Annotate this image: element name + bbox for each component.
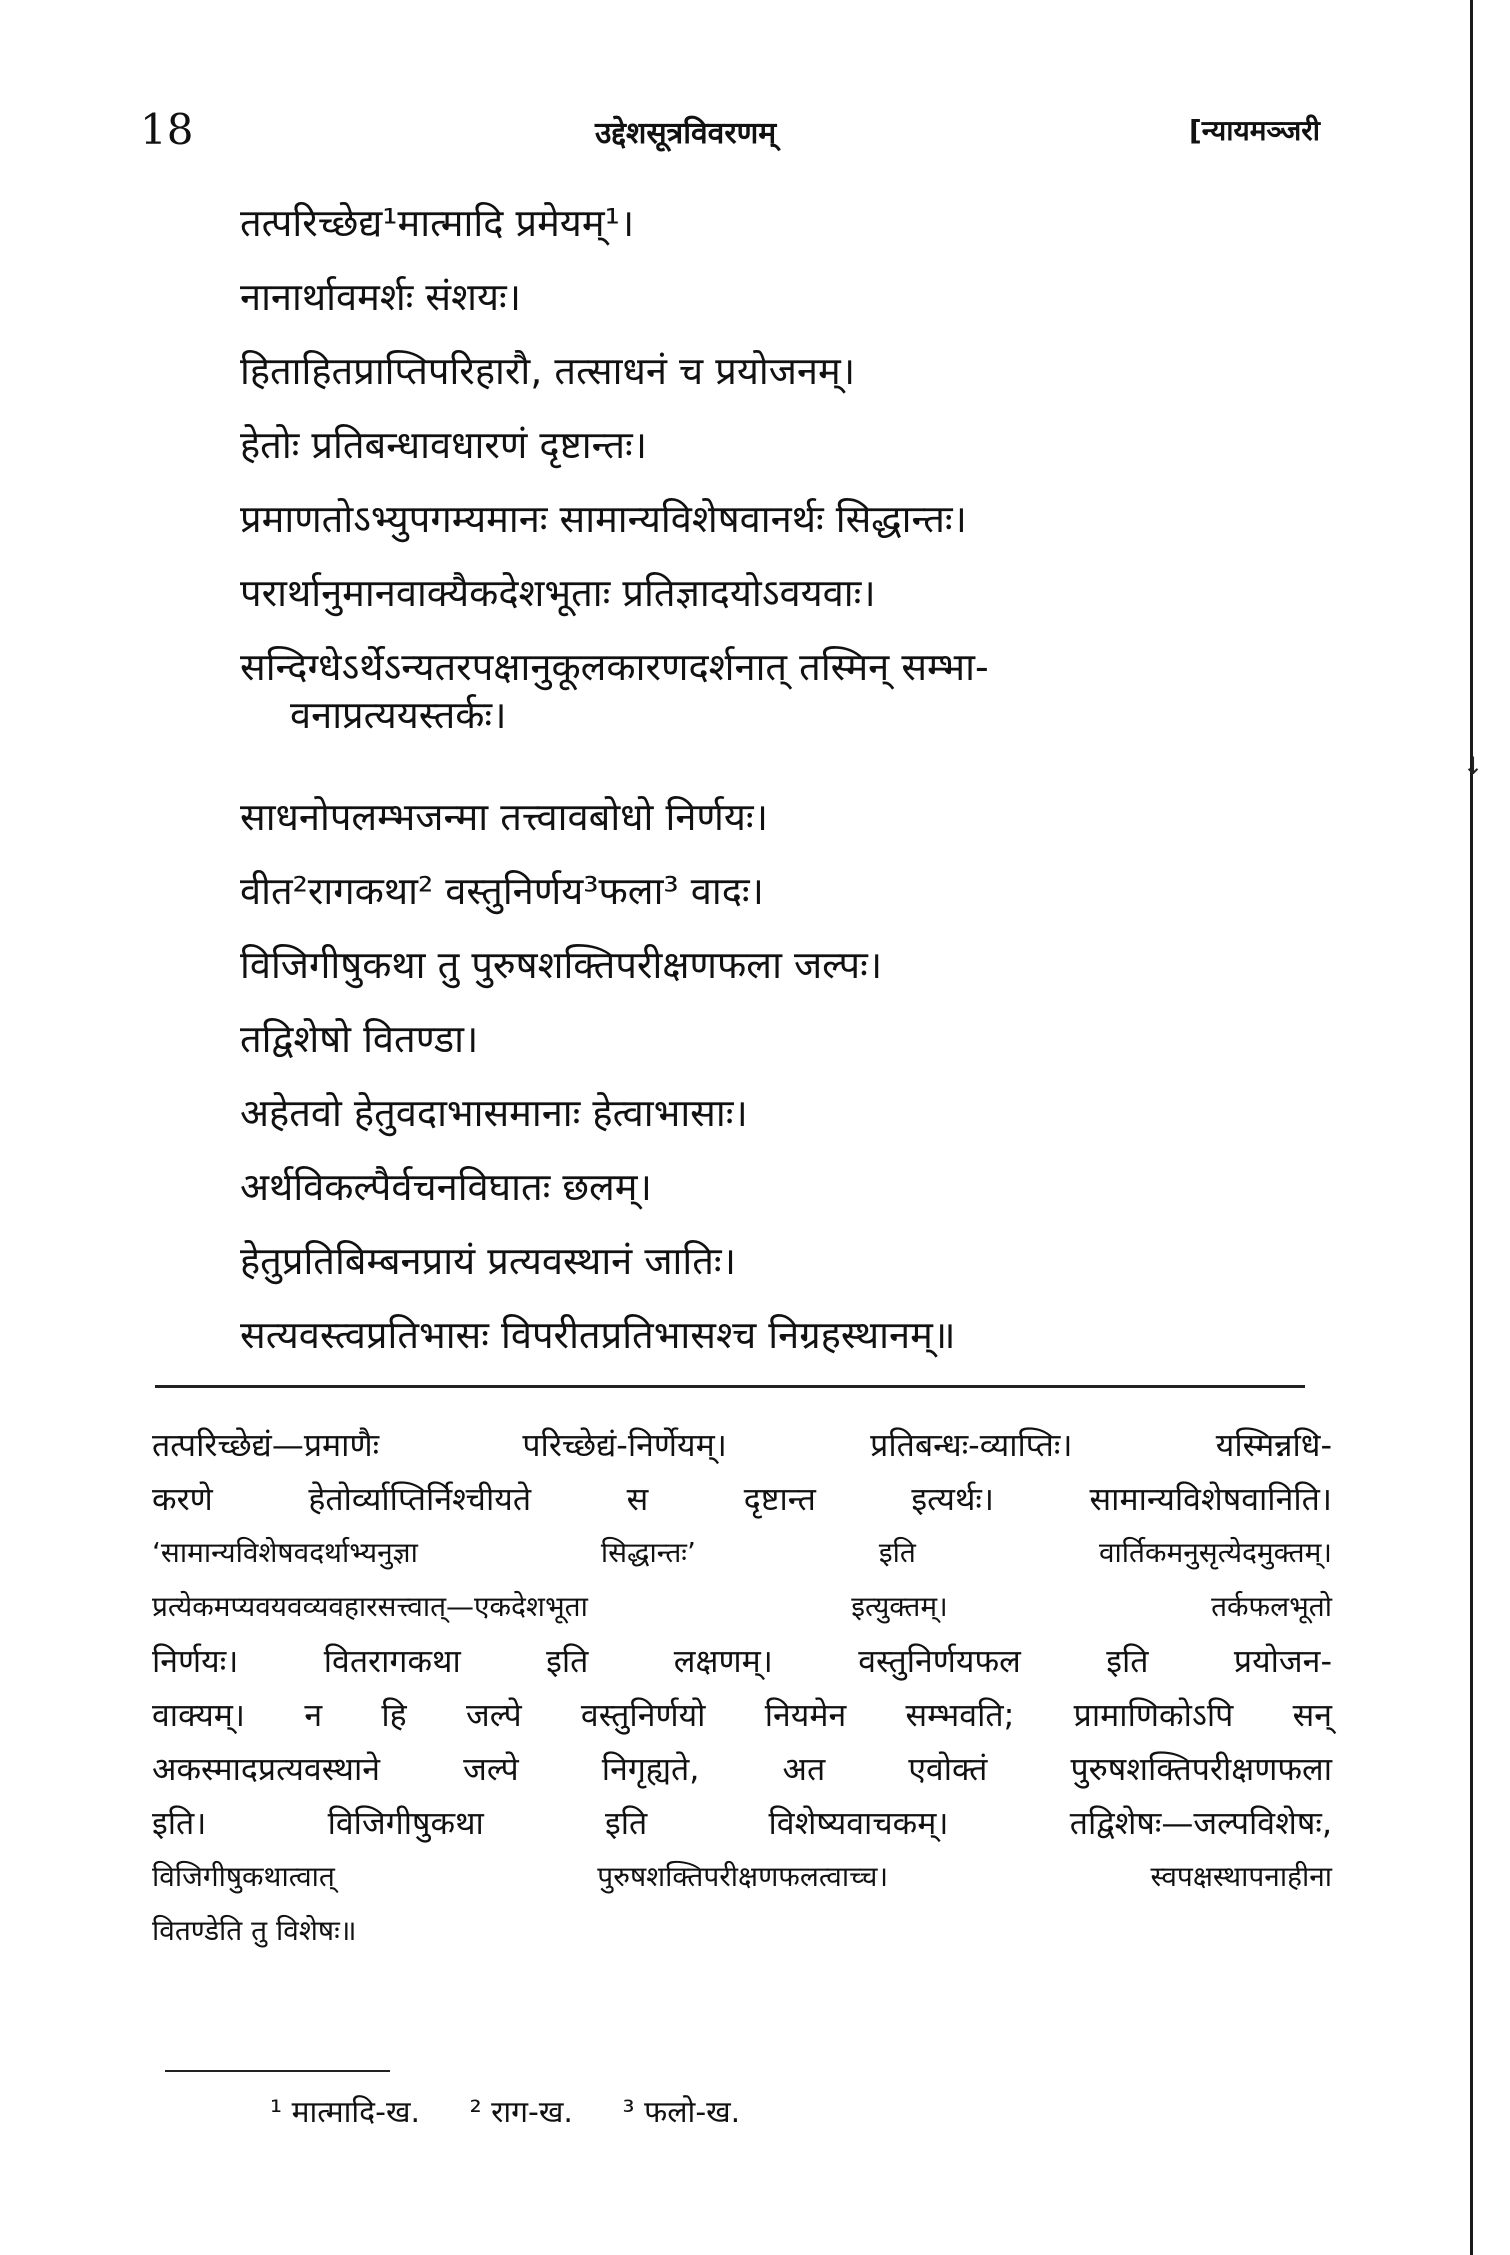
edge-arrow-icon: ↓ [1463, 752, 1484, 780]
sutra-line: नानार्थावमर्शः संशयः। [240, 275, 522, 319]
sutra-line: विजिगीषुकथा तु पुरुषशक्तिपरीक्षणफला जल्पः। [240, 943, 883, 987]
running-title: उद्देशसूत्रविवरणम् [595, 116, 777, 151]
sutra-line: प्रमाणतोऽभ्युपगम्यमानः सामान्यविशेषवानर्थः सिद्धान्तः। [240, 497, 967, 541]
sutra-line: अर्थविकल्पैर्वचनविघातः छलम्। [240, 1165, 652, 1209]
sutra-line: हेतोः प्रतिबन्धावधारणं दृष्टान्तः। [240, 423, 648, 467]
page-edge-line [1470, 0, 1473, 2255]
commentary-block [152, 1418, 1332, 1958]
footnote: ¹ मात्मादि-ख. [270, 2095, 421, 2130]
book-title: [न्यायमञ्जरी [1188, 114, 1320, 147]
sutra-line-wrapped [240, 644, 1320, 794]
sutra-line: वीत²रागकथा² वस्तुनिर्णय³फला³ वादः। [240, 869, 764, 913]
sutra-line: अहेतवो हेतुवदाभासमानाः हेत्वाभासाः। [240, 1091, 748, 1135]
section-divider [155, 1385, 1305, 1388]
commentary-line: अकस्मादप्रत्यवस्थाने जल्पे निगृह्यते, अत एवोक्तं पुरुषशक्तिपरीक्षणफला [152, 1750, 1332, 1788]
sutra-line: हिताहितप्राप्तिपरिहारौ, तत्साधनं च प्रयोजनम्। [240, 349, 856, 393]
commentary-line: इति। विजिगीषुकथा इति विशेष्यवाचकम्। तद्विशेषः—जल्पविशेषः, [152, 1804, 1332, 1842]
footnote: ³ फलो-ख. [622, 2095, 741, 2130]
page-header [140, 105, 1320, 165]
sutra-line-continuation: वनाप्रत्ययस्तर्कः। [290, 692, 507, 737]
sutra-line: तद्विशेषो वितण्डा। [240, 1017, 479, 1061]
commentary-line: वाक्यम्। न हि जल्पे वस्तुनिर्णयो नियमेन सम्भवति; प्रामाणिकोऽपि सन् [152, 1696, 1332, 1734]
commentary-line: प्रत्येकमप्यवयवव्यवहारसत्त्वात्—एकदेशभूता इत्युक्तम्। तर्कफलभूतो [152, 1590, 1332, 1623]
footnote-divider [165, 2070, 390, 2072]
sutra-line: तत्परिच्छेद्य¹मात्मादि प्रमेयम्¹। [240, 201, 635, 245]
footnote: ² राग-ख. [469, 2095, 573, 2130]
sutra-line: परार्थानुमानवाक्यैकदेशभूताः प्रतिज्ञादयोऽवयवाः। [240, 571, 876, 615]
sutra-line-part: सन्दिग्धेऽर्थेऽन्यतरपक्षानुकूलकारणदर्शनात् तस्मिन् सम्भा- [240, 645, 989, 689]
commentary-line: विजिगीषुकथात्वात् पुरुषशक्तिपरीक्षणफलत्वाच्च। स्वपक्षस्थापनाहीना [152, 1860, 1332, 1893]
sutra-list [240, 200, 1340, 1386]
commentary-line: करणे हेतोर्व्याप्तिर्निश्चीयते स दृष्टान्त इत्यर्थः। सामान्यविशेषवानिति। [152, 1480, 1332, 1518]
page-number: 18 [140, 105, 194, 154]
commentary-line: निर्णयः। वितरागकथा इति लक्षणम्। वस्तुनिर्णयफल इति प्रयोजन- [152, 1642, 1332, 1680]
sutra-line: सत्यवस्त्वप्रतिभासः विपरीतप्रतिभासश्च निग्रहस्थानम्॥ [240, 1313, 956, 1357]
footnotes [270, 2090, 780, 2131]
commentary-line: ‘सामान्यविशेषवदर्थाभ्यनुज्ञा सिद्धान्तः’ इति वार्तिकमनुसृत्येदमुक्तम्। [152, 1536, 1332, 1569]
sutra-line: हेतुप्रतिबिम्बनप्रायं प्रत्यवस्थानं जातिः। [240, 1239, 736, 1283]
commentary-line: वितण्डेति तु विशेषः॥ [152, 1914, 357, 1947]
sutra-line: साधनोपलम्भजन्मा तत्त्वावबोधो निर्णयः। [240, 795, 769, 839]
commentary-line: तत्परिच्छेद्यं—प्रमाणैः परिच्छेद्यं-निर्णेयम्। प्रतिबन्धः-व्याप्तिः। यस्मिन्नधि- [152, 1426, 1332, 1464]
